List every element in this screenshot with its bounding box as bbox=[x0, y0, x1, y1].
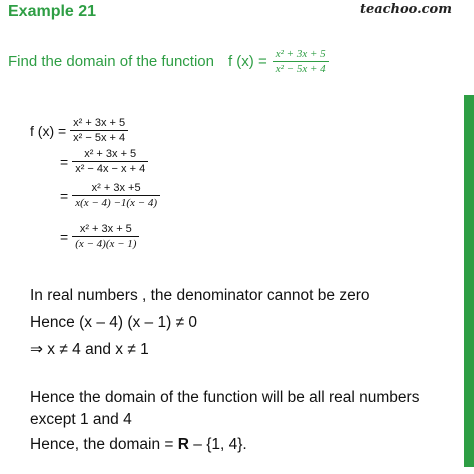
fraction-denominator: (x − 4)(x − 1) bbox=[72, 236, 139, 251]
step-lhs: f (x) = bbox=[30, 122, 67, 139]
question-func: f (x) = bbox=[227, 53, 267, 70]
question-fraction bbox=[273, 47, 329, 76]
brand-logo: teachoo.com bbox=[359, 2, 452, 17]
step-lhs: = bbox=[60, 153, 69, 170]
fraction-numerator: x² + 3x +5 bbox=[91, 182, 141, 194]
fraction-denominator: x² − 4x − x + 4 bbox=[72, 161, 148, 176]
step-fraction bbox=[72, 181, 160, 210]
fraction-denominator: x² − 5x + 4 bbox=[70, 130, 128, 145]
step-fraction bbox=[72, 222, 139, 251]
final-suffix: – {1, 4}. bbox=[188, 436, 247, 453]
question bbox=[8, 47, 329, 76]
step-fraction bbox=[70, 116, 128, 145]
step-lhs: = bbox=[60, 187, 69, 204]
step-4 bbox=[60, 222, 139, 251]
example-title: Example 21 bbox=[8, 3, 97, 20]
scrollbar[interactable] bbox=[464, 95, 474, 467]
text-line: ⇒ x ≠ 4 and x ≠ 1 bbox=[30, 341, 149, 358]
fraction-numerator: x² + 3x + 5 bbox=[79, 223, 132, 235]
step-3 bbox=[60, 181, 160, 210]
fraction-numerator: x² + 3x + 5 bbox=[275, 48, 326, 60]
text-line: Hence (x – 4) (x – 1) ≠ 0 bbox=[30, 314, 198, 331]
fraction-denominator: x² − 5x + 4 bbox=[273, 61, 329, 76]
fraction-numerator: x² + 3x + 5 bbox=[84, 148, 137, 160]
step-fraction bbox=[72, 147, 148, 176]
question-text: Find the domain of the function bbox=[8, 53, 214, 70]
step-lhs: = bbox=[60, 228, 69, 245]
fraction-numerator: x² + 3x + 5 bbox=[73, 117, 126, 129]
step-2 bbox=[60, 147, 148, 176]
fraction-denominator: x(x − 4) −1(x − 4) bbox=[72, 195, 160, 210]
text-line: In real numbers , the denominator cannot be zero bbox=[30, 287, 370, 304]
final-prefix: Hence, the domain = bbox=[30, 436, 178, 453]
final-answer bbox=[30, 436, 247, 454]
step-1 bbox=[30, 116, 128, 145]
text-line: except 1 and 4 bbox=[30, 411, 132, 428]
real-set-symbol: R bbox=[177, 436, 189, 453]
text-line: Hence the domain of the function will be all real numbers bbox=[30, 389, 420, 406]
